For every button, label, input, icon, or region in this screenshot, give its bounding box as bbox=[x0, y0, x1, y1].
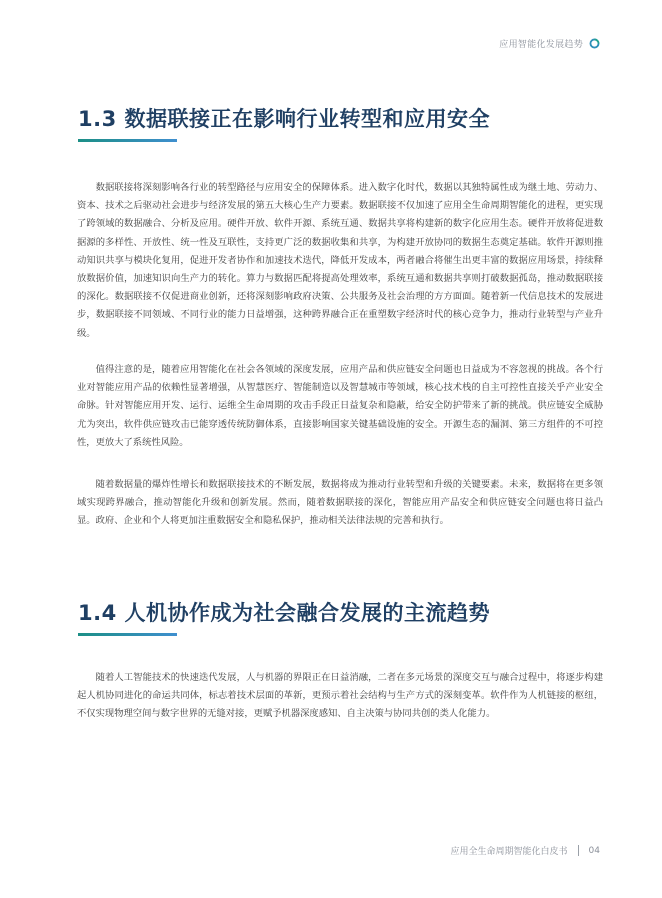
footer-divider bbox=[578, 845, 579, 856]
paragraph: 随着数据量的爆炸性增长和数据联接技术的不断发展，数据将成为推动行业转型和升级的关键要素。未来，数据将在更多领域实现跨界融合，推动智能化升级和创新发展。然而，随着数据联接的深化，智能应用产品安全和供应链安全问题也将日益凸显。政府、企业和个人将更加注重数据安全和隐私保护，推动相关法律法规的完善和执行。 bbox=[77, 479, 603, 527]
footer-title: 应用全生命周期智能化白皮书 bbox=[450, 847, 568, 857]
paragraph: 随着人工智能技术的快速迭代发展，人与机器的界限正在日益消融，二者在多元场景的深度交互与融合过程中，将逐步构建起人机协同进化的命运共同体，标志着技术层面的革新，更预示着社会结构与生产方式的深刻变革。软件作为人机链接的枢纽，不仅实现物理空间与数字世界的无缝对接，更赋予机器深度感知、自主决策与协同共创的类人化能力。 bbox=[77, 672, 603, 720]
running-header bbox=[499, 37, 600, 50]
paragraph: 值得注意的是，随着应用智能化在社会各领域的深度发展，应用产品和供应链安全问题也日益成为不容忽视的挑战。各个行业对智能应用产品的依赖性显著增强，从智慧医疗、智能制造以及智慧城市等领域，核心技术栈的自主可控性直接关乎产业安全命脉。针对智能应用开发、运行、运维全生命周期的攻击手段正日益复杂和隐蔽，给安全防护带来了新的挑战。供应链安全威胁尤为突出，软件供应链攻击已能穿透传统防御体系，直接影响国家关键基础设施的安全。开源生态的漏洞、第三方组件的不可控性，更放大了系统性风险。 bbox=[77, 364, 603, 448]
page-footer bbox=[451, 844, 600, 857]
section-heading-1-4: 1.4 人机协作成为社会融合发展的主流趋势 bbox=[78, 601, 491, 625]
heading-accent-rule bbox=[78, 633, 177, 636]
paragraph: 数据联接将深刻影响各行业的转型路径与应用安全的保障体系。进入数字化时代，数据以其独特属性成为继土地、劳动力、资本、技术之后驱动社会进步与经济发展的第五大核心生产力要素。数据联接不仅加速了应用全生命周期智能化的进程，更实现了跨领域的数据融合、分析及应用。硬件开放、软件开源、系统互通、数据共享将构建新的数字化应用生态。硬件开放将促进数据源的多样性、开放性、统一性及互联性，支持更广泛的数据收集和共享，为构建开放协同的数据生态奠定基础。软件开源则推动知识共享与模块化复用，促进开发者协作和加速技术迭代，降低开发成本，两者融合将催生出更丰富的数据应用场景，持续释放数据价值，加速知识向生产力的转化。算力与数据匹配将提高处理效率，系统互通和数据共享则打破数据孤岛，推动数据联接的深化。数据联接不仅促进商业创新，还将深刻影响政府决策、公共服务及社会治理的方方面面。随着新一代信息技术的发展进步，数据联接不同领域、不同行业的能力日益增强，这种跨界融合正在重塑数字经济时代的核心竞争力，推动行业转型与产业升级。 bbox=[77, 182, 603, 339]
page-number: 04 bbox=[588, 845, 600, 856]
section-heading-1-3: 1.3 数据联接正在影响行业转型和应用安全 bbox=[78, 107, 491, 131]
heading-accent-rule bbox=[78, 139, 177, 142]
ring-icon bbox=[589, 38, 600, 49]
running-header-title: 应用智能化发展趋势 bbox=[499, 40, 583, 50]
